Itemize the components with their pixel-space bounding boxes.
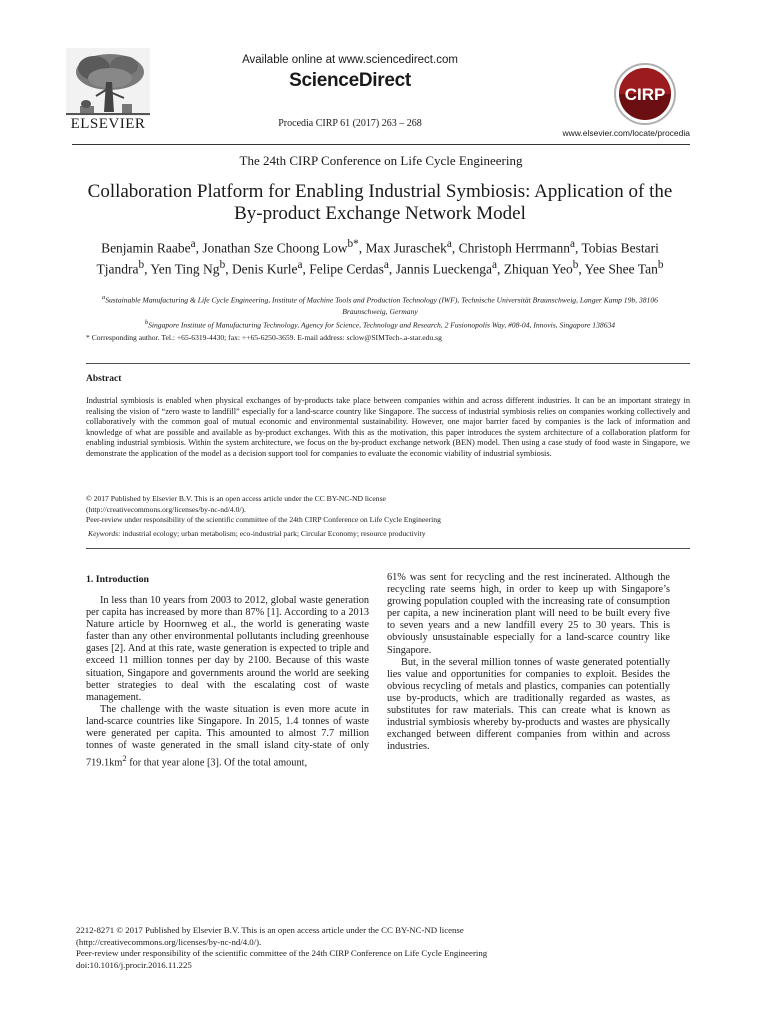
journal-url[interactable]: www.elsevier.com/locate/procedia xyxy=(562,128,690,138)
author-name: , Denis Kurle xyxy=(225,261,298,276)
paragraph: In less than 10 years from 2003 to 2012, global waste generation per capita has increased by more than 87% [1]. According to a 2013 Nature article by Hoornweg et al., the world is generating waste faster than any other environmental pollutants including greenhouse gases [2]. And at this rate, waste generation is expected to triple and exceed 11 million tonnes per day by 2100. Because of this waste situation, Singapore and governments around the world are seeking better strategies to deal with the escalating cost of waste management. xyxy=(86,595,369,703)
author-name: , Zhiquan Yeo xyxy=(497,261,573,276)
author-affil-marker: a xyxy=(492,258,497,271)
author-name: , Christoph Herrmann xyxy=(451,240,570,256)
author-affil-marker: b xyxy=(657,258,664,271)
footer-peer-review: Peer-review under responsibility of the scientific committee of the 24th CIRP Conference on Life Cycle Engineering xyxy=(76,948,488,959)
author-affil-marker: b xyxy=(219,258,226,271)
page-footer xyxy=(76,925,686,971)
paper-title: Collaboration Platform for Enabling Industrial Symbiosis: Application of the By-product Exchange Network Model xyxy=(87,181,673,224)
abstract-top-rule xyxy=(86,363,690,364)
paragraph: 61% was sent for recycling and the rest incinerated. Although the recycling rate seems high, in order to keep up with Singapore’s growing population coupled with the increasing rate of consumption per capita, a new incineration plant will need to be built every five to seven years and a new landfill every 25 to 30 years. This is obviously unsustainable especially for a land-scarce country like Singapore. xyxy=(387,572,670,656)
affiliation-a xyxy=(80,292,680,317)
author-name: Benjamin Raabe xyxy=(101,240,191,256)
corresponding-author: * Corresponding author. Tel.: +65-6319-4430; fax: ++65-6250-3659. E-mail address: sclow@SIMTech-.a-star.edu.sg xyxy=(86,333,442,342)
author-name: , Max Juraschek xyxy=(358,240,447,256)
keywords-label: Keywords: xyxy=(88,529,121,538)
body-column-left xyxy=(86,595,369,770)
author-affil-marker: a xyxy=(190,238,196,250)
author-list xyxy=(80,236,680,277)
paragraph-text: for that year alone [3]. Of the total amount, xyxy=(126,757,308,769)
body-column-right xyxy=(387,572,670,753)
author-affil-marker: b* xyxy=(347,238,359,250)
author-affil-marker: b xyxy=(572,258,579,271)
conference-name: The 24th CIRP Conference on Life Cycle Engineering xyxy=(239,153,523,168)
keywords-list: industrial ecology; urban metabolism; eco-industrial park; Circular Economy; resource productivity xyxy=(120,529,426,538)
cirp-logo xyxy=(607,62,683,126)
author-affil-marker: a xyxy=(570,238,575,250)
affiliations xyxy=(80,292,680,330)
paragraph-text: The challenge with the waste situation is even more acute in land-scarce countries like Singapore. In 2015, 1.4 tonnes of waste were generated per capita. This amounted to almost 7.7 million tonnes of waste generated in the small island city-state of only 719.1km xyxy=(86,703,369,769)
section-heading-introduction: 1. Introduction xyxy=(86,574,149,585)
copyright-line: © 2017 Published by Elsevier B.V. This is an open access article under the CC BY-NC-ND license xyxy=(86,494,386,503)
available-online-text: Available online at www.sciencedirect.com xyxy=(242,54,458,66)
affiliation-text: Singapore Institute of Manufacturing Technology, Agency for Science, Technology and Research, 2 Fusionopolis Way, #08-04, Innovis, Singapore 138634 xyxy=(148,320,616,330)
abstract-bottom-rule xyxy=(86,548,690,549)
peer-review-note: Peer-review under responsibility of the scientific committee of the 24th CIRP Conference on Life Cycle Engineering xyxy=(86,515,441,525)
author-name: , Jannis Lueckenga xyxy=(388,261,492,276)
license-link[interactable]: (http://creativecommons.org/licenses/by-nc-nd/4.0/). xyxy=(86,504,246,514)
author-name: , Yen Ting Ng xyxy=(144,261,220,276)
paragraph xyxy=(86,704,369,770)
abstract-heading: Abstract xyxy=(86,374,122,384)
superscript: 2 xyxy=(122,753,127,764)
author-affil-marker: a xyxy=(446,238,452,250)
author-affil-marker: a xyxy=(297,258,303,271)
author-name: , Felipe Cerdas xyxy=(302,261,384,276)
affiliation-marker: b xyxy=(144,318,149,326)
publisher-name: ELSEVIER xyxy=(70,116,146,132)
affiliation-b xyxy=(80,317,680,331)
author-affil-marker: a xyxy=(383,258,389,271)
author-affil-marker: b xyxy=(138,258,145,271)
footer-doi[interactable]: doi:10.1016/j.procir.2016.11.225 xyxy=(76,959,192,970)
affiliation-text: Sustainable Manufacturing & Life Cycle Engineering, Institute of Machine Tools and Production Technology (IWF), Technische Universität Braunschweig, Langer Kamp 19b, 38106 Braunschweig, Germany xyxy=(105,295,658,316)
abstract-text: Industrial symbiosis is enabled when physical exchanges of by-products take place between companies within and across different industries. It can be an important strategy in realising the vision of “zero waste to landfill” especially for a land-scarce country like Singapore. The success of industrial symbiosis relies on companies working collectively and collaboratively with the common goal of mutual economic and environmental sustainability. However, one major barrier faced by companies is the lack of information and knowledge of what are possible and available as by-product exchanges. With this as the motivation, this paper introduces the system architecture of a collaboration platform for enabling industrial symbiosis. Within the system architecture, we focus on the by-product exchange network (BEN) model. Then using a case study of food waste in Singapore, we demonstrate the application of the model as a decision support tool for companies to evaluate the economic viability of industrial symbiosis. xyxy=(86,396,690,458)
keywords xyxy=(88,529,692,538)
header-divider xyxy=(72,144,690,145)
affiliation-marker: a xyxy=(102,294,106,301)
abstract-copyright xyxy=(86,494,690,526)
journal-reference: Procedia CIRP 61 (2017) 263 – 268 xyxy=(278,118,422,129)
paragraph: But, in the several million tonnes of waste generated potentially lies value and opportunities for companies to exploit. Besides the obvious recycling of metals and plastics, companies can potentially use by-products, which are traditionally regarded as wastes, as substitutes for raw materials. This can create what is known as industrial symbiosis whereby by-products and wastes are physically exchanged between different companies from within and across industries. xyxy=(387,656,670,753)
footer-license-link[interactable]: (http://creativecommons.org/licenses/by-nc-nd/4.0/). xyxy=(76,936,262,947)
sciencedirect-brand: ScienceDirect xyxy=(289,70,411,91)
cirp-logo-text: CIRP xyxy=(624,85,666,104)
author-name: , Yee Shee Tan xyxy=(578,261,658,276)
author-name: , Tobias Bestari Tjandra xyxy=(96,240,659,276)
author-name: , Jonathan Sze Choong Low xyxy=(195,240,348,256)
footer-issn-copyright: 2212-8271 © 2017 Published by Elsevier B.V. This is an open access article under the CC BY-NC-ND license xyxy=(76,925,464,935)
